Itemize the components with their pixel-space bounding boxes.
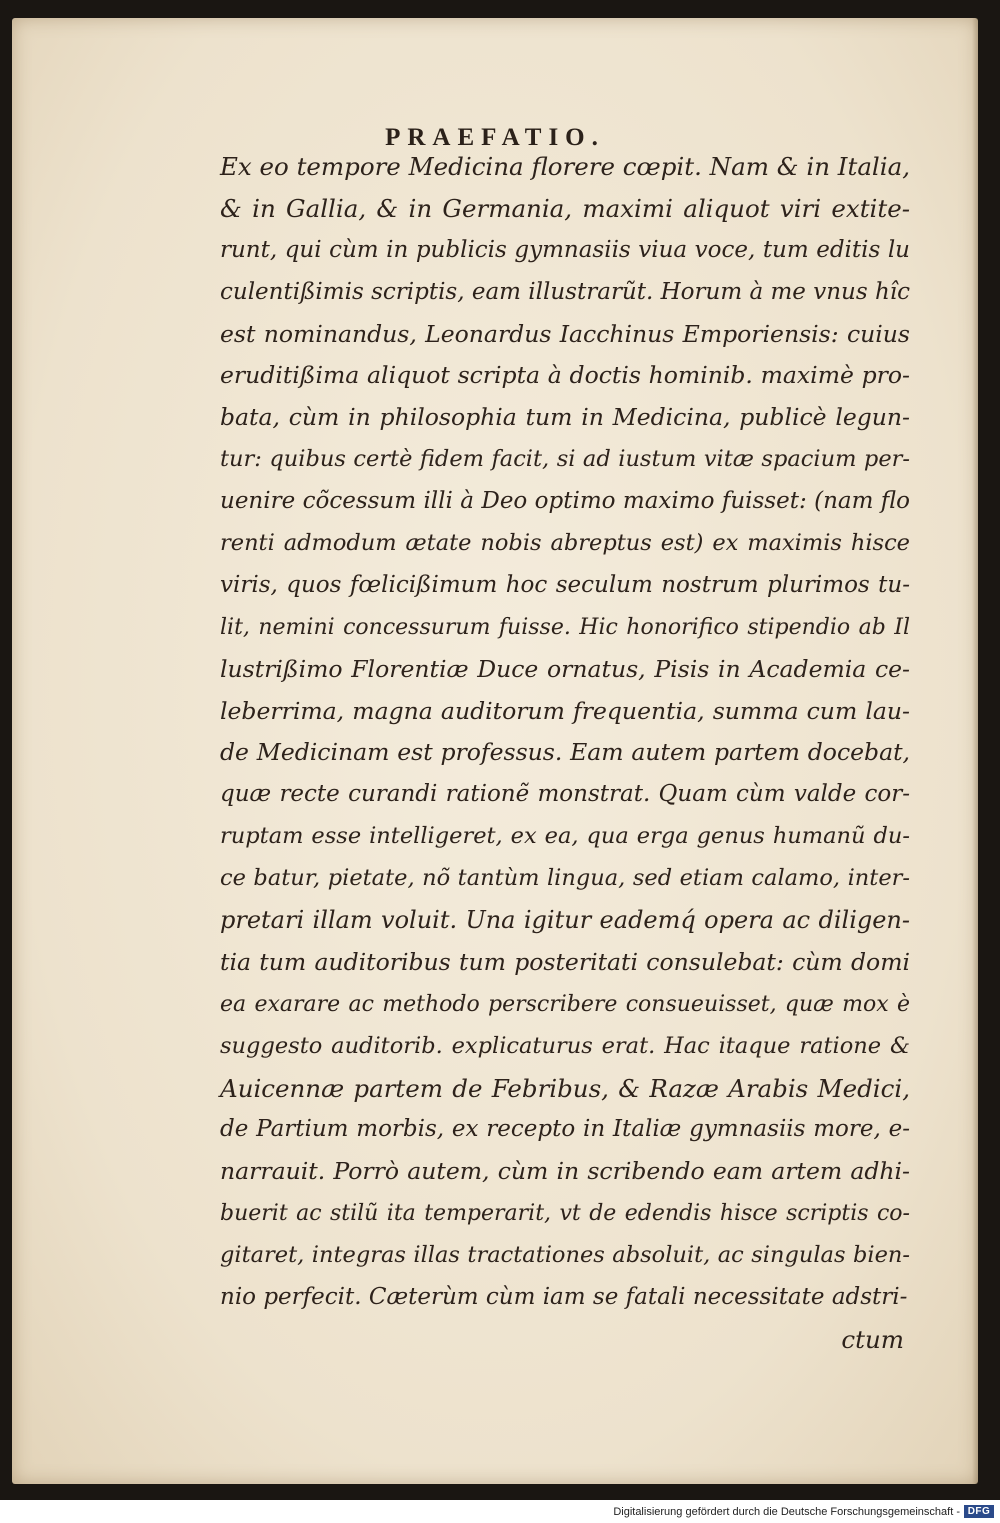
text-line: uenire cõcessum illi à Deo optimo maximo fuisset: (nam flo <box>220 488 910 515</box>
text-line: quæ recte curandi rationẽ monstrat. Quam cùm valde cor- <box>220 781 910 808</box>
text-line: gitaret, integras illas tractationes absoluit, ac singulas bien- <box>220 1242 910 1269</box>
text-line: runt, qui cùm in publicis gymnasiis viua voce, tum editis lu <box>220 236 910 263</box>
page-edge-shadow <box>972 18 978 1484</box>
funding-credit: Digitalisierung gefördert durch die Deutsche Forschungsgemeinschaft - <box>613 1506 960 1518</box>
text-line: & in Gallia, & in Germania, maximi aliquot viri extite- <box>220 193 910 223</box>
text-line: renti admodum ætate nobis abreptus est) ex maximis hisce <box>220 530 910 557</box>
text-line: de Medicinam est professus. Eam autem partem docebat, <box>220 738 910 767</box>
text-line: eruditißima aliquot scripta à doctis hominib. maximè pro- <box>220 361 910 390</box>
text-line: Auicennæ partem de Febribus, & Razæ Arabis Medici, <box>220 1073 910 1103</box>
text-line: Ex eo tempore Medicina florere cœpit. Nam & in Italia, <box>220 152 910 181</box>
running-head: PRAEFATIO. <box>385 124 605 151</box>
text-line: bata, cùm in philosophia tum in Medicina, publicè legun- <box>220 403 910 432</box>
text-line: lustrißimo Florentiæ Duce ornatus, Pisis in Academia ce- <box>220 654 910 683</box>
text-line: culentißimis scriptis, eam illustrarũt. Horum à me vnus hîc <box>220 278 910 305</box>
text-line: pretari illam voluit. Una igitur eademq́ opera ac diligen- <box>220 906 910 935</box>
body-text <box>220 146 910 1361</box>
text-line: tia tum auditoribus tum posteritati consulebat: cùm domi <box>220 947 910 976</box>
dfg-logo: DFG <box>964 1505 994 1518</box>
text-line: viris, quos fœlicißimum hoc seculum nostrum plurimos tu- <box>220 571 910 598</box>
text-line: narrauit. Porrò autem, cùm in scribendo eam artem adhi- <box>220 1157 910 1186</box>
text-line: buerit ac stilũ ita temperarit, vt de edendis hisce scriptis co- <box>220 1201 910 1227</box>
text-line: de Partium morbis, ex recepto in Italiæ gymnasiis more, e- <box>220 1116 910 1143</box>
text-line: ce batur, pietate, nõ tantùm lingua, sed etiam calamo, inter- <box>220 865 910 892</box>
text-line: lit, nemini concessurum fuisse. Hic honorifico stipendio ab Il <box>220 614 910 640</box>
text-line: leberrima, magna auditorum frequentia, summa cum lau- <box>220 696 910 725</box>
text-line: ruptam esse intelligeret, ex ea, qua erga genus humanũ du- <box>220 823 910 850</box>
catchword: ctum <box>841 1324 904 1354</box>
text-line: est nominandus, Leonardus Iacchinus Emporiensis: cuius <box>220 319 910 348</box>
text-line: ea exarare ac methodo perscribere consueuisset, quæ mox è <box>220 991 910 1017</box>
text-line: tur: quibus certè fidem facit, si ad iustum vitæ spacium per- <box>220 446 910 473</box>
text-line: nio perfecit. Cæterùm cùm iam se fatali necessitate adstri- <box>220 1284 908 1311</box>
text-line: suggesto auditorib. explicaturus erat. Hac itaque ratione & <box>220 1032 910 1059</box>
